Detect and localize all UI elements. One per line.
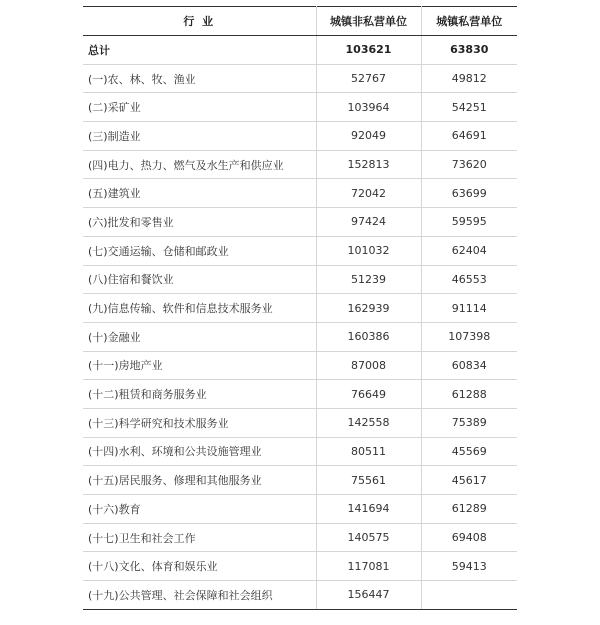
industry-cell: (十二)租赁和商务服务业 xyxy=(83,380,316,409)
private-wage-cell: 107398 xyxy=(421,322,517,351)
private-wage-cell: 63699 xyxy=(421,179,517,208)
non-private-wage-cell: 72042 xyxy=(316,179,421,208)
non-private-wage-cell: 141694 xyxy=(316,495,421,524)
non-private-wage-cell: 156447 xyxy=(316,581,421,610)
industry-cell: (三)制造业 xyxy=(83,122,316,151)
industry-cell: (十三)科学研究和技术服务业 xyxy=(83,408,316,437)
private-wage-cell: 59595 xyxy=(421,208,517,237)
header-row xyxy=(83,7,517,36)
non-private-wage-cell: 75561 xyxy=(316,466,421,495)
private-wage-cell: 45617 xyxy=(421,466,517,495)
industry-cell: (十八)文化、体育和娱乐业 xyxy=(83,552,316,581)
non-private-wage-cell: 92049 xyxy=(316,122,421,151)
private-wage-cell: 60834 xyxy=(421,351,517,380)
non-private-wage-cell: 152813 xyxy=(316,150,421,179)
non-private-wage-cell: 140575 xyxy=(316,523,421,552)
industry-cell: (七)交通运输、仓储和邮政业 xyxy=(83,236,316,265)
wage-table xyxy=(83,6,517,610)
industry-cell: (十九)公共管理、社会保障和社会组织 xyxy=(83,581,316,610)
private-wage-cell: 73620 xyxy=(421,150,517,179)
industry-cell: 总计 xyxy=(83,36,316,65)
non-private-wage-cell: 103964 xyxy=(316,93,421,122)
header-industry: 行 业 xyxy=(83,7,316,36)
private-wage-cell: 75389 xyxy=(421,408,517,437)
industry-cell: (十六)教育 xyxy=(83,495,316,524)
non-private-wage-cell: 52767 xyxy=(316,64,421,93)
private-wage-cell: 63830 xyxy=(421,36,517,65)
private-wage-cell: 59413 xyxy=(421,552,517,581)
non-private-wage-cell: 97424 xyxy=(316,208,421,237)
table-row xyxy=(83,351,517,380)
industry-cell: (九)信息传输、软件和信息技术服务业 xyxy=(83,294,316,323)
table-row xyxy=(83,93,517,122)
table-row xyxy=(83,208,517,237)
table-body xyxy=(83,36,517,610)
industry-cell: (五)建筑业 xyxy=(83,179,316,208)
private-wage-cell: 54251 xyxy=(421,93,517,122)
private-wage-cell: 69408 xyxy=(421,523,517,552)
non-private-wage-cell: 101032 xyxy=(316,236,421,265)
industry-cell: (十五)居民服务、修理和其他服务业 xyxy=(83,466,316,495)
table-header xyxy=(83,7,517,36)
table-row xyxy=(83,322,517,351)
private-wage-cell: 61288 xyxy=(421,380,517,409)
industry-cell: (十四)水利、环境和公共设施管理业 xyxy=(83,437,316,466)
industry-cell: (十一)房地产业 xyxy=(83,351,316,380)
private-wage-cell: 61289 xyxy=(421,495,517,524)
table-row xyxy=(83,294,517,323)
non-private-wage-cell: 51239 xyxy=(316,265,421,294)
non-private-wage-cell: 142558 xyxy=(316,408,421,437)
non-private-wage-cell: 87008 xyxy=(316,351,421,380)
table-row xyxy=(83,380,517,409)
header-private: 城镇私营单位 xyxy=(421,7,517,36)
industry-cell: (十七)卫生和社会工作 xyxy=(83,523,316,552)
table-row xyxy=(83,408,517,437)
total-row xyxy=(83,36,517,65)
industry-cell: (十)金融业 xyxy=(83,322,316,351)
non-private-wage-cell: 80511 xyxy=(316,437,421,466)
table-row xyxy=(83,150,517,179)
table-row xyxy=(83,64,517,93)
industry-cell: (二)采矿业 xyxy=(83,93,316,122)
private-wage-cell: 46553 xyxy=(421,265,517,294)
non-private-wage-cell: 160386 xyxy=(316,322,421,351)
table-row xyxy=(83,122,517,151)
industry-cell: (八)住宿和餐饮业 xyxy=(83,265,316,294)
table-row xyxy=(83,265,517,294)
table-row xyxy=(83,466,517,495)
industry-cell: (四)电力、热力、燃气及水生产和供应业 xyxy=(83,150,316,179)
table-row xyxy=(83,179,517,208)
industry-cell: (六)批发和零售业 xyxy=(83,208,316,237)
table-row xyxy=(83,437,517,466)
non-private-wage-cell: 117081 xyxy=(316,552,421,581)
table-row xyxy=(83,523,517,552)
non-private-wage-cell: 162939 xyxy=(316,294,421,323)
private-wage-cell: 64691 xyxy=(421,122,517,151)
private-wage-cell: 91114 xyxy=(421,294,517,323)
non-private-wage-cell: 76649 xyxy=(316,380,421,409)
table-row xyxy=(83,236,517,265)
private-wage-cell: 49812 xyxy=(421,64,517,93)
private-wage-cell: 45569 xyxy=(421,437,517,466)
table-row xyxy=(83,552,517,581)
table-row xyxy=(83,495,517,524)
industry-cell: (一)农、林、牧、渔业 xyxy=(83,64,316,93)
header-non-private: 城镇非私营单位 xyxy=(316,7,421,36)
non-private-wage-cell: 103621 xyxy=(316,36,421,65)
private-wage-cell: 62404 xyxy=(421,236,517,265)
private-wage-cell xyxy=(421,581,517,610)
table-row xyxy=(83,581,517,610)
